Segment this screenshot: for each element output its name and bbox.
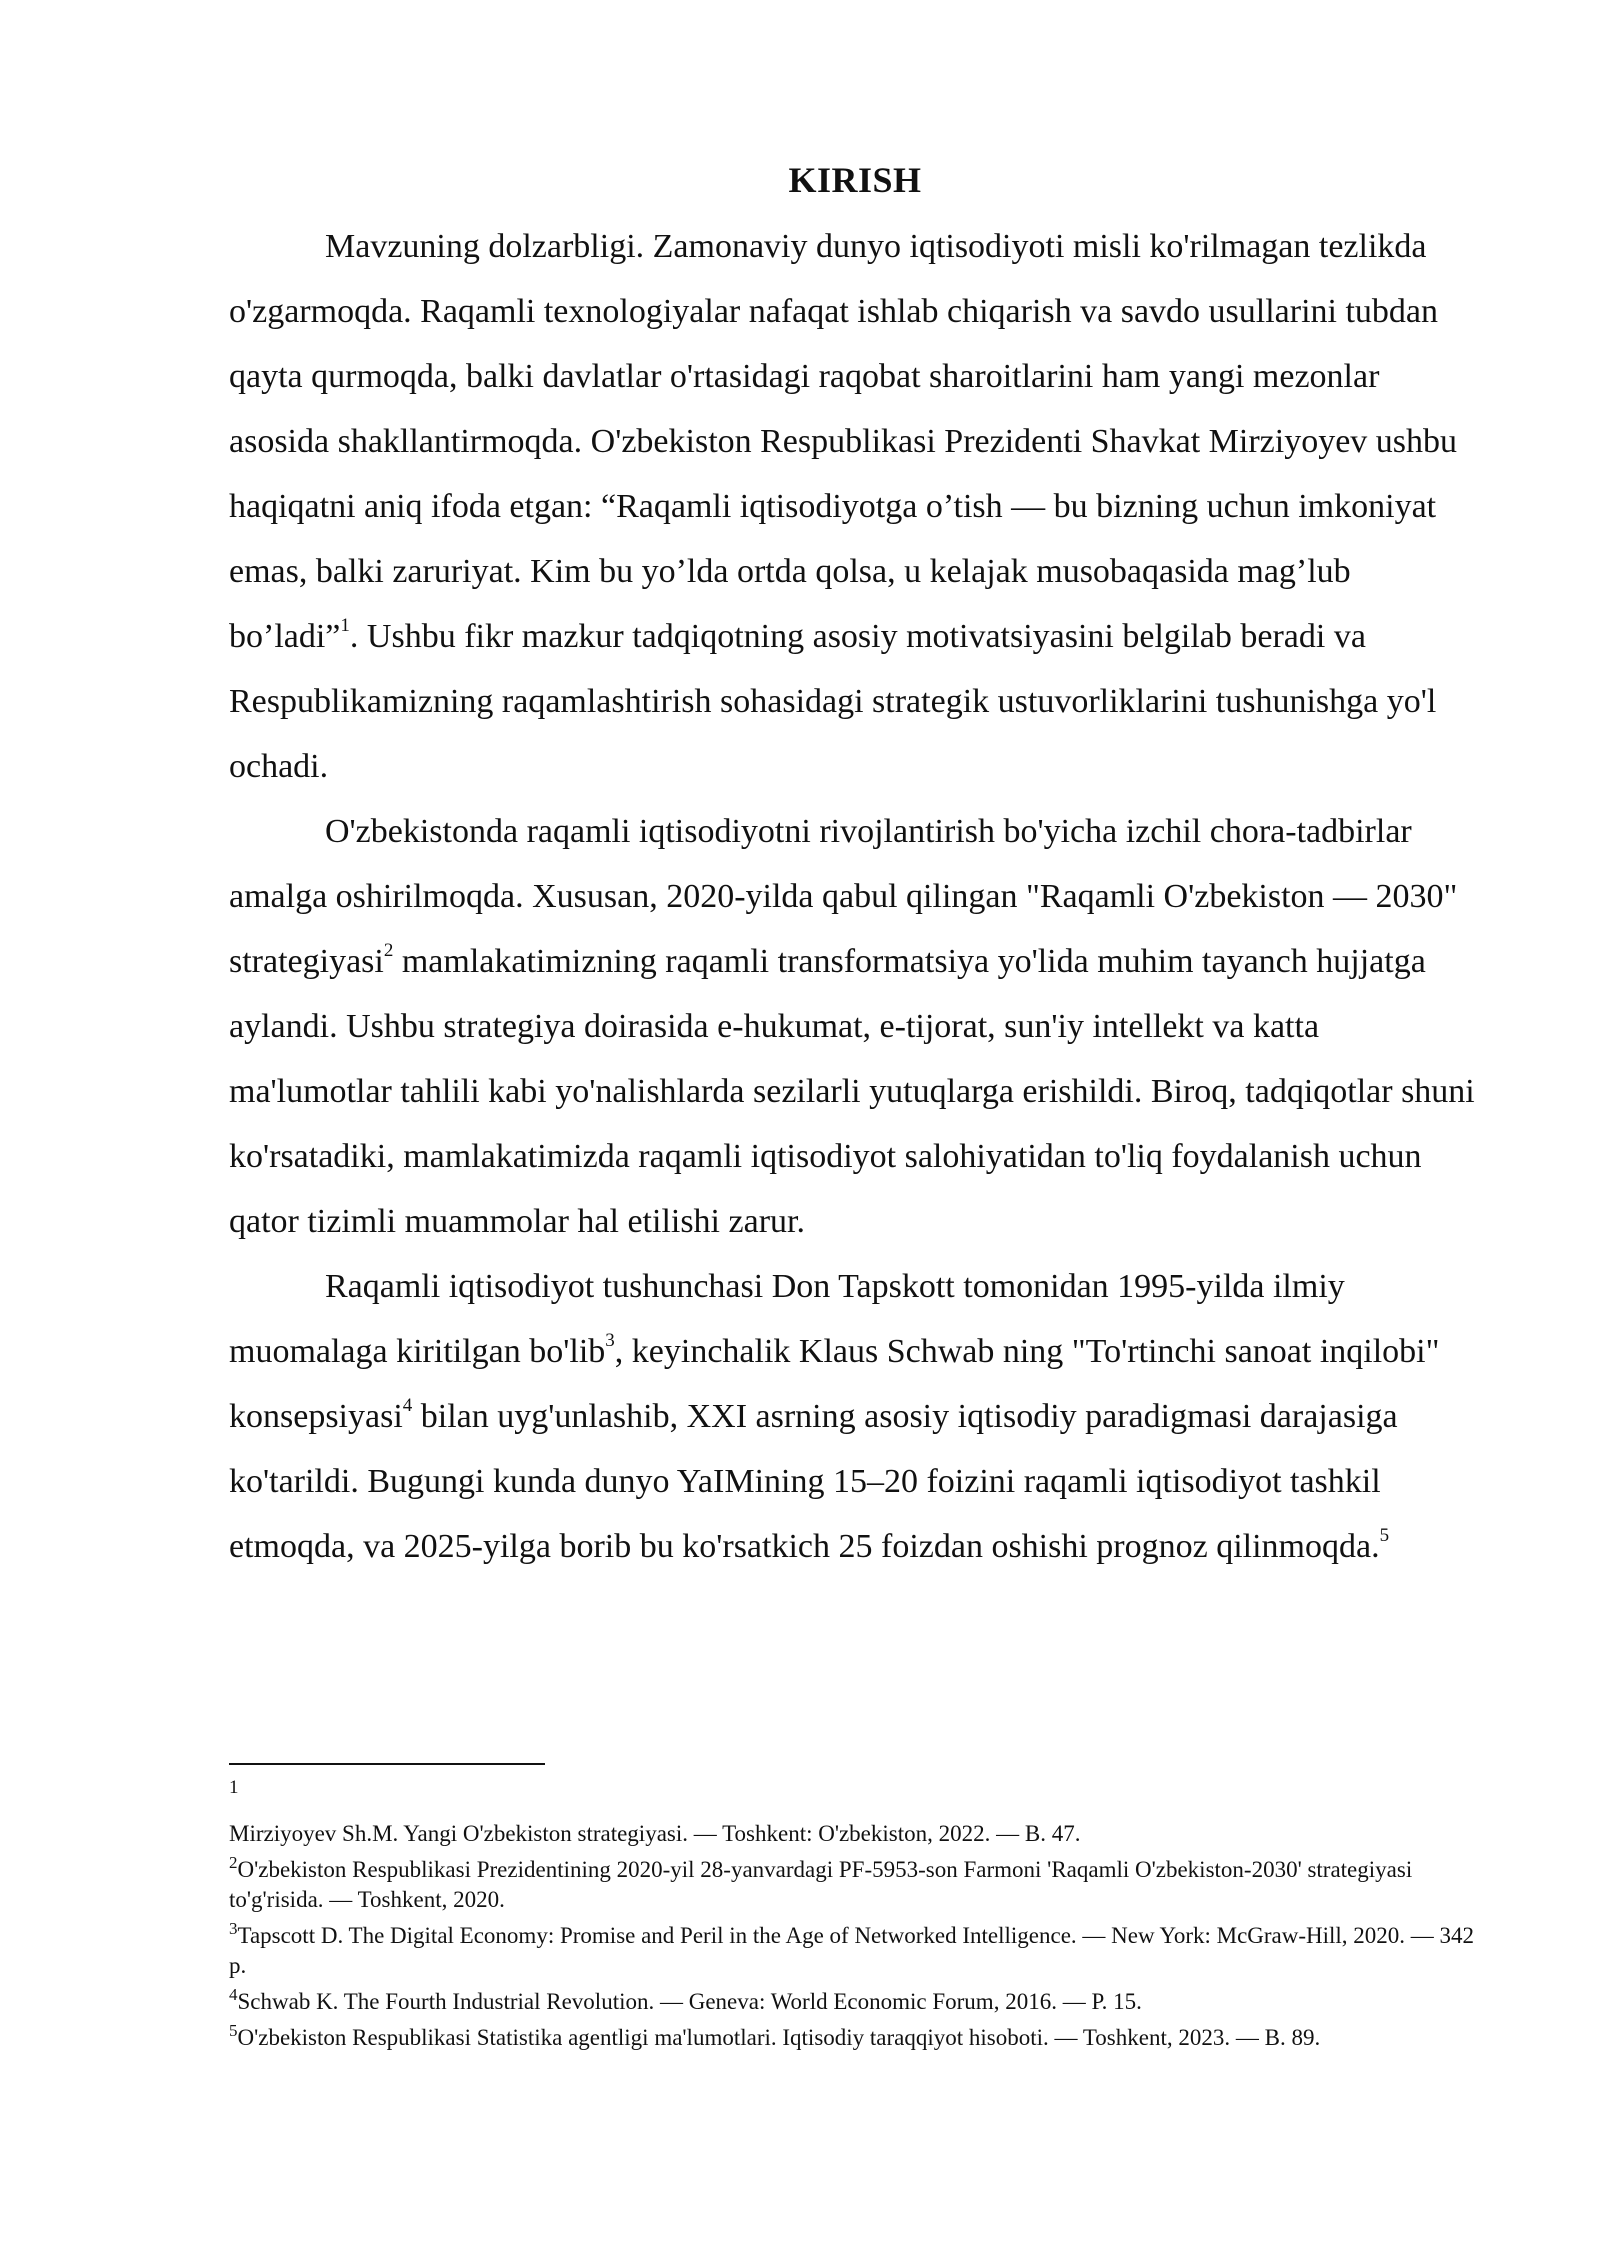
- footnote-text: Schwab K. The Fourth Industrial Revolution. — Geneva: World Economic Forum, 2016. — P. 15.: [237, 1989, 1142, 2014]
- footnote-ref[interactable]: 5: [1379, 1524, 1390, 1546]
- footnote-number: 2: [229, 1853, 238, 1872]
- footnote-text: Mirziyoyev Sh.M. Yangi O'zbekiston strategiyasi. — Toshkent: O'zbekiston, 2022. — B. 47.: [229, 1821, 1081, 1846]
- footnote-2: [229, 1855, 1491, 1915]
- footnote-separator: [229, 1763, 545, 1765]
- paragraph-text: , keyinchalik Klaus Schwab ning "To'rtinchi sanoat inqilobi" konsepsiyasi: [229, 1333, 1440, 1435]
- footnote-1: [229, 1777, 1491, 1849]
- paragraph-concept: [229, 1254, 1481, 1579]
- main-text: [229, 150, 1481, 1579]
- footnote-number: 4: [229, 1985, 238, 2004]
- footnote-3: [229, 1921, 1491, 1981]
- footnote-text: Tapscott D. The Digital Economy: Promise and Peril in the Age of Networked Intelligence. — New York: McGraw-Hill, 2020. — 342 p.: [229, 1923, 1475, 1978]
- paragraph-strategy: [229, 799, 1481, 1254]
- footnote-ref[interactable]: 3: [605, 1329, 615, 1351]
- footnote-ref[interactable]: 4: [402, 1394, 413, 1416]
- paragraph-text: mamlakatimizning raqamli transformatsiya yo'lida muhim tayanch hujjatga aylandi. Ushbu strategiya doirasida e-hukumat, e-tijorat, sun'iy intellekt va katta ma'lumotlar tahlili kabi yo'nalishlarda sezilarli yutuqlarga erishildi. Biroq, tadqiqotlar shuni ko'rsatadiki, mamlakatimizda raqamli iqtisodiyot salohiyatidan to'liq foydalanish uchun qator tizimli muammolar hal etilishi zarur.: [229, 943, 1475, 1240]
- footnote-5: [229, 2023, 1491, 2053]
- footnotes: [229, 1763, 1491, 2059]
- paragraph-text: Mavzuning dolzarbligi. Zamonaviy dunyo iqtisodiyoti misli ko'rilmagan tezlikda o'zgarmoqda. Raqamli texnologiyalar nafaqat ishlab chiqarish va savdo usullarini tubdan qayta qurmoqda, balki davlatlar o'rtasidagi raqobat sharoitlarini ham yangi mezonlar asosida shakllantirmoqda. O'zbekiston Respublikasi Prezidenti Shavkat Mirziyoyev ushbu haqiqatni aniq ifoda etgan: “Raqamli iqtisodiyotga o’tish — bu bizning uchun imkoniyat emas, balki zaruriyat. Kim bu yo’lda ortda qolsa, u kelajak musobaqasida mag’lub bo’ladi”: [229, 228, 1458, 655]
- page-title: KIRISH: [788, 160, 922, 200]
- footnote-number: 5: [229, 2021, 238, 2040]
- footnote-4: [229, 1987, 1491, 2017]
- paragraph-text: Raqamli iqtisodiyot tushunchasi Don Tapskott tomonidan 1995-yilda ilmiy muomalaga kiritilgan bo'lib: [229, 1268, 1345, 1370]
- footnote-ref[interactable]: 1: [340, 614, 350, 636]
- paragraph-text: bilan uyg'unlashib, XXI asrning asosiy iqtisodiy paradigmasi darajasiga ko'tarildi. Bugungi kunda dunyo YaIMining 15–20 foizini raqamli iqtisodiyot tashkil etmoqda, va 2025-yilga borib bu ko'rsatkich 25 foizdan oshishi prognoz qilinmoqda.: [229, 1398, 1398, 1565]
- footnote-text: O'zbekiston Respublikasi Prezidentining 2020-yil 28-yanvardagi PF-5953-son Farmoni 'Raqamli O'zbekiston-2030' strategiyasi to'g'risida. — Toshkent, 2020.: [229, 1857, 1413, 1912]
- footnote-number: 3: [229, 1919, 238, 1938]
- footnote-number: 1: [229, 1777, 239, 1798]
- paragraph-relevance: [229, 214, 1481, 799]
- footnote-ref[interactable]: 2: [383, 939, 394, 961]
- paragraph-text: O'zbekistonda raqamli iqtisodiyotni rivojlantirish bo'yicha izchil chora-tadbirlar amalga oshirilmoqda. Xususan, 2020-yilda qabul qilingan "Raqamli O'zbekiston — 2030" strategiyasi: [229, 813, 1458, 980]
- footnote-text: O'zbekiston Respublikasi Statistika agentligi ma'lumotlari. Iqtisodiy taraqqiyot hisoboti. — Toshkent, 2023. — B. 89.: [237, 2025, 1321, 2050]
- paragraph-text: . Ushbu fikr mazkur tadqiqotning asosiy motivatsiyasini belgilab beradi va Respublikamizning raqamlashtirish sohasidagi strategik ustuvorliklarini tushunishga yo'l ochadi.: [229, 618, 1437, 785]
